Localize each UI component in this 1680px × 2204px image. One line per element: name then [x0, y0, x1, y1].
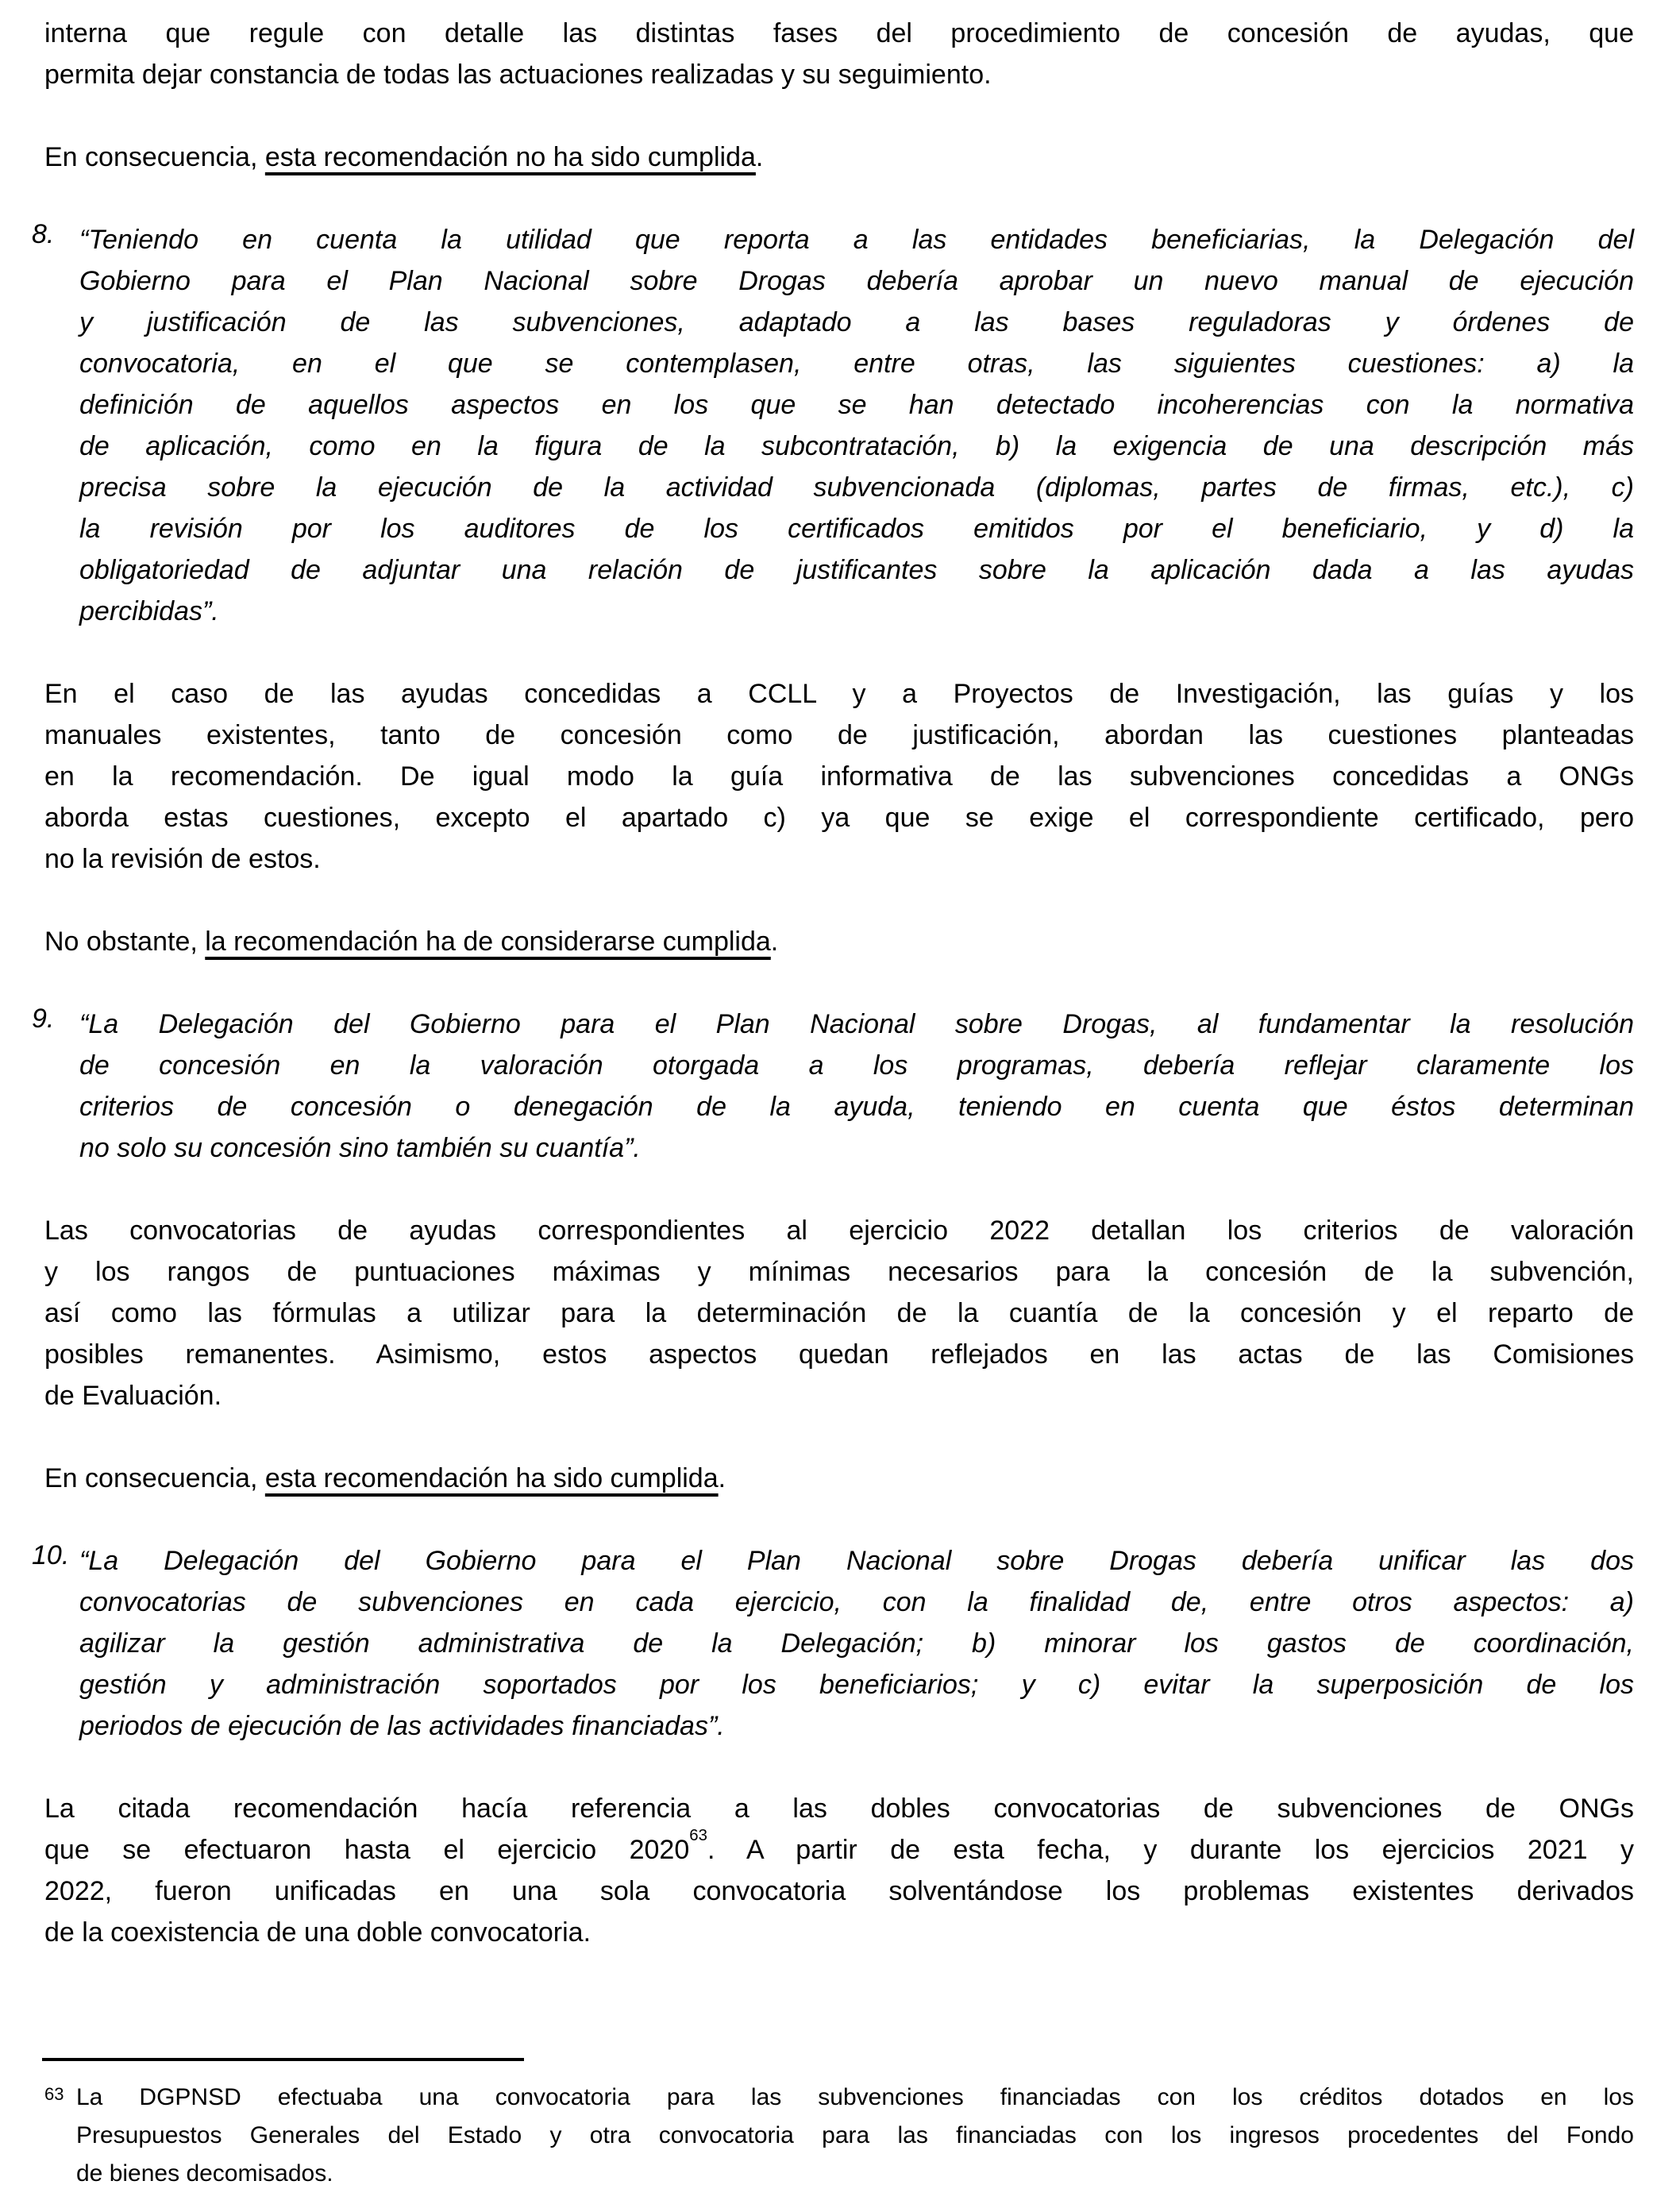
text-line — [44, 838, 1634, 880]
text-segment: de bienes decomisados. — [76, 2160, 333, 2187]
text-segment: “Teniendo en cuenta la utilidad que reporta a las entidades beneficiarias, la Delegación del — [79, 225, 1634, 255]
text-segment: la revisión por los auditores de los certificados emitidos por el beneficiario, y d) la — [79, 514, 1634, 544]
list-item-content — [79, 1004, 1634, 1169]
text-segment: 2022, fueron unificadas en una sola convocatoria solventándose los problemas existentes derivados — [44, 1876, 1634, 1906]
text-line — [44, 797, 1634, 838]
text-line — [44, 1210, 1634, 1251]
text-segment: Presupuestos Generales del Estado y otra convocatoria para las financiadas con los ingresos procedentes del Fondo — [76, 2122, 1634, 2148]
text-segment: gestión y administración soportados por los beneficiarios; y c) evitar la superposición de los — [79, 1670, 1634, 1700]
text-line — [79, 219, 1634, 260]
text-segment: y los rangos de puntuaciones máximas y mínimas necesarios para la concesión de la subvención, — [44, 1257, 1634, 1287]
text-line — [79, 508, 1634, 549]
text-segment: obligatoriedad de adjuntar una relación de justificantes sobre la aplicación dada a las ayudas — [79, 555, 1634, 585]
paragraph-response-10 — [44, 1788, 1634, 1953]
underlined-status-text: la recomendación ha de considerarse cumplida — [205, 927, 771, 957]
recommendation-9 — [32, 1004, 1634, 1169]
text-line — [79, 1540, 1634, 1582]
underlined-status-text: esta recomendación no ha sido cumplida — [264, 142, 756, 172]
text-segment: de Evaluación. — [44, 1381, 222, 1411]
text-segment: periodos de ejecución de las actividades financiadas”. — [79, 1711, 725, 1741]
text-segment: de aplicación, como en la figura de la subcontratación, b) la exigencia de una descripción más — [79, 431, 1634, 461]
text-line — [76, 2117, 1634, 2155]
list-number: 9. — [32, 1004, 55, 1034]
text-line — [44, 1871, 1634, 1912]
text-segment: de la coexistencia de una doble convocatoria. — [44, 1917, 591, 1948]
text-segment: de concesión en la valoración otorgada a los programas, debería reflejar claramente los — [79, 1050, 1634, 1081]
text-segment: percibidas”. — [79, 596, 219, 626]
text-segment: precisa sobre la ejecución de la actividad subvencionada (diplomas, partes de firmas, etc.), c) — [79, 472, 1634, 503]
text-line — [79, 591, 1634, 632]
text-segment: Gobierno para el Plan Nacional sobre Drogas debería aprobar un nuevo manual de ejecución — [79, 266, 1634, 296]
text-segment: No obstante, — [44, 927, 206, 957]
text-line — [44, 1334, 1634, 1375]
text-line — [79, 1004, 1634, 1045]
text-line — [44, 1458, 1634, 1499]
footnote-section — [44, 2058, 1634, 2193]
text-segment: criterios de concesión o denegación de la ayuda, teniendo en cuenta que éstos determinan — [79, 1092, 1634, 1122]
text-segment: . — [718, 1463, 726, 1493]
footnote-body — [44, 2079, 1634, 2193]
text-line — [44, 1375, 1634, 1416]
text-segment: Las convocatorias de ayudas correspondientes al ejercicio 2022 detallan los criterios de valoración — [44, 1216, 1634, 1246]
text-segment: interna que regule con detalle las distintas fases del procedimiento de concesión de ayudas, que — [44, 18, 1634, 48]
text-line — [44, 715, 1634, 756]
text-segment: convocatoria, en el que se contemplasen, entre otras, las siguientes cuestiones: a) la — [79, 349, 1634, 379]
text-segment: posibles remanentes. Asimismo, estos aspectos quedan reflejados en las actas de las Comisiones — [44, 1339, 1634, 1370]
text-segment: no la revisión de estos. — [44, 844, 321, 874]
footnote-separator — [42, 2058, 524, 2061]
underlined-status-text: esta recomendación ha sido cumplida — [264, 1463, 719, 1493]
text-line — [79, 1045, 1634, 1086]
text-line — [79, 1664, 1634, 1705]
text-line — [79, 467, 1634, 508]
text-line — [44, 137, 1634, 178]
text-line — [44, 2079, 1634, 2117]
list-number: 10. — [32, 1540, 70, 1570]
text-line — [79, 549, 1634, 591]
text-line — [79, 1127, 1634, 1169]
text-segment: . — [755, 142, 764, 172]
paragraph-response-8 — [44, 673, 1634, 880]
paragraph-intro — [44, 13, 1634, 95]
text-segment: definición de aquellos aspectos en los que se han detectado incoherencias con la normativa — [79, 390, 1634, 420]
text-segment: “La Delegación del Gobierno para el Plan Nacional sobre Drogas debería unificar las dos — [79, 1546, 1634, 1576]
text-segment: que se efectuaron hasta el ejercicio 2020 — [44, 1835, 690, 1865]
text-segment: no solo su concesión sino también su cuantía”. — [79, 1133, 641, 1163]
footnote-ref: 63 — [689, 1827, 707, 1845]
paragraph-response-9 — [44, 1210, 1634, 1416]
text-line — [44, 1829, 1634, 1871]
text-segment: convocatorias de subvenciones en cada ejercicio, con la finalidad de, entre otros aspectos: a) — [79, 1587, 1634, 1617]
text-segment: en la recomendación. De igual modo la guía informativa de las subvenciones concedidas a ONGs — [44, 761, 1634, 792]
list-number: 8. — [32, 219, 55, 249]
text-line — [79, 1623, 1634, 1664]
text-line — [44, 54, 1634, 95]
text-segment: La DGPNSD efectuaba una convocatoria para las subvenciones financiadas con los créditos dotados en los — [76, 2084, 1634, 2110]
text-segment: En consecuencia, — [44, 142, 265, 172]
text-line — [44, 921, 1634, 962]
text-segment: permita dejar constancia de todas las actuaciones realizadas y su seguimiento. — [44, 60, 992, 90]
text-line — [79, 426, 1634, 467]
text-line — [44, 1251, 1634, 1293]
text-segment: La citada recomendación hacía referencia a las dobles convocatorias de subvenciones de ONGs — [44, 1794, 1634, 1824]
status-line-recommendation-7 — [44, 137, 1634, 178]
text-line — [44, 13, 1634, 54]
text-line — [79, 1705, 1634, 1747]
text-segment: manuales existentes, tanto de concesión como de justificación, abordan las cuestiones planteadas — [44, 720, 1634, 750]
list-item-content — [79, 219, 1634, 632]
text-segment: En el caso de las ayudas concedidas a CCLL y a Proyectos de Investigación, las guías y los — [44, 679, 1634, 709]
footnote-marker: 63 — [44, 2084, 64, 2104]
text-line — [76, 2155, 1634, 2193]
text-segment: . A partir de esta fecha, y durante los ejercicios 2021 y — [707, 1835, 1635, 1865]
text-segment: aborda estas cuestiones, excepto el apartado c) ya que se exige el correspondiente certificado, pero — [44, 803, 1634, 833]
text-line — [79, 1582, 1634, 1623]
text-line — [44, 756, 1634, 797]
recommendation-10 — [32, 1540, 1634, 1747]
document-body — [32, 13, 1635, 1994]
text-segment: “La Delegación del Gobierno para el Plan Nacional sobre Drogas, al fundamentar la resolución — [79, 1009, 1634, 1039]
recommendation-8 — [32, 219, 1634, 632]
text-line — [44, 1912, 1634, 1953]
text-line — [44, 1788, 1634, 1829]
text-line — [44, 673, 1634, 715]
text-line — [79, 384, 1634, 426]
status-line-recommendation-9 — [44, 1458, 1634, 1499]
text-segment: así como las fórmulas a utilizar para la determinación de la cuantía de la concesión y el reparto de — [44, 1298, 1634, 1328]
text-line — [79, 1086, 1634, 1127]
text-line — [79, 260, 1634, 302]
text-segment: En consecuencia, — [44, 1463, 265, 1493]
list-item-content — [79, 1540, 1634, 1747]
text-line — [79, 302, 1634, 343]
status-line-recommendation-8 — [44, 921, 1634, 962]
text-line — [44, 1293, 1634, 1334]
text-segment: agilizar la gestión administrativa de la Delegación; b) minorar los gastos de coordinación, — [79, 1628, 1634, 1659]
text-line — [79, 343, 1634, 384]
text-segment: . — [770, 927, 779, 957]
text-segment: y justificación de las subvenciones, adaptado a las bases reguladoras y órdenes de — [79, 307, 1634, 337]
